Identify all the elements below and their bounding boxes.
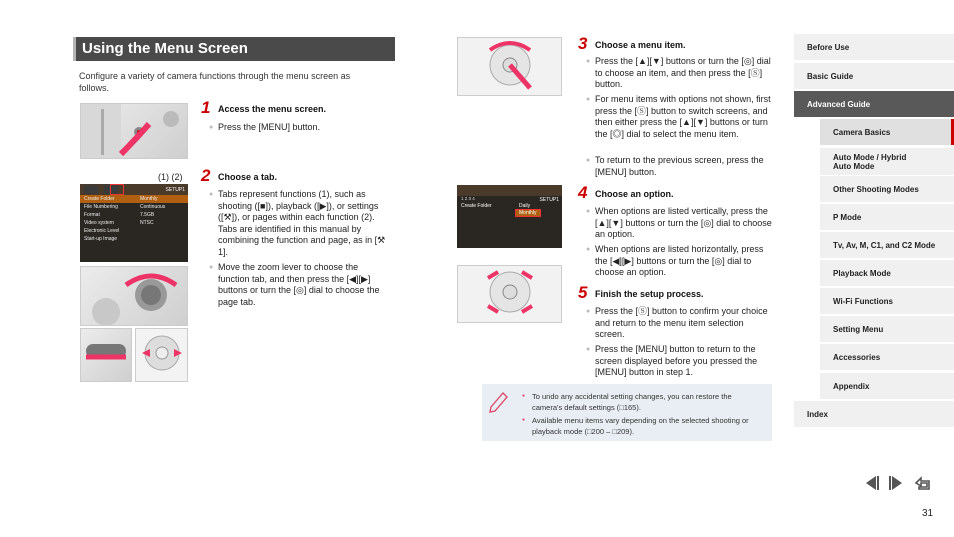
- sidebar-item-before-use[interactable]: Before Use: [794, 34, 954, 60]
- tip-box: [482, 384, 772, 441]
- zoom-lever-image: [80, 266, 188, 326]
- menu-row: Start-up Image: [84, 236, 118, 242]
- step-3-bullet-1: ● Press the [▲][▼] buttons or turn the [◎] dial to choose an item, and then press the [Ⓢ] button.: [586, 56, 772, 91]
- step-2-number: 2: [201, 166, 211, 185]
- dial-arrow-illustration: [81, 329, 132, 382]
- sidebar-item-accessories[interactable]: Accessories: [820, 344, 954, 370]
- menu-row: Video system NTSC: [84, 220, 154, 226]
- step-5-title: Finish the setup process.: [595, 289, 704, 299]
- step-2-bullet-1: ● Tabs represent functions (1), such as shooting ([■]), playback ([▶]), or settings ([⚒]), or pages within each function (2). Tabs are identified in this manual by combining the function and page, as in [⚒ 1].: [209, 189, 387, 258]
- tab-numbers: 1 2 3 4: [461, 196, 475, 201]
- menu-tab-bar: [457, 185, 562, 196]
- camera-menu-button-image: [80, 103, 188, 159]
- step-4-bullet-1: ● When options are listed vertically, press the [▲][▼] buttons or turn the [◎] dial to choose an option.: [586, 206, 772, 241]
- sidebar-item-basic-guide[interactable]: Basic Guide: [794, 63, 954, 89]
- menu-row: Format 7.5GB: [84, 212, 155, 218]
- tab-callout: (1) (2): [158, 172, 183, 182]
- sidebar-item-appendix[interactable]: Appendix: [820, 373, 954, 399]
- step-5-number: 5: [578, 283, 588, 302]
- page-navigation: [860, 473, 934, 493]
- pencil-icon: [487, 389, 511, 413]
- step-1-title: Access the menu screen.: [218, 104, 327, 114]
- arrow-left-icon: [862, 474, 880, 492]
- sidebar-item-index[interactable]: Index: [794, 401, 954, 427]
- step-4-number: 4: [578, 183, 588, 202]
- menu-row: Electronic Level: [84, 228, 120, 234]
- sidebar-item-wifi[interactable]: Wi-Fi Functions: [820, 288, 954, 314]
- sidebar-item-camera-basics[interactable]: Camera Basics: [820, 119, 954, 145]
- page-number: 31: [922, 508, 934, 519]
- step-5-bullet-2: ● Press the [MENU] button to return to the screen displayed before you pressed the [MENU] button in step 1.: [586, 344, 772, 379]
- intro-text: Configure a variety of camera functions through the menu screen as follows.: [79, 71, 351, 93]
- arrow-right-icon: [888, 474, 906, 492]
- sidebar-item-other-shooting[interactable]: Other Shooting Modes: [820, 176, 954, 202]
- menu-tab-bar: [80, 184, 188, 195]
- tip-item-1: ● To undo any accidental setting changes, you can restore the camera's default settings (□165).: [522, 391, 762, 413]
- sidebar-item-auto-mode[interactable]: Auto Mode / Hybrid Auto Mode: [820, 148, 954, 175]
- camera-back-illustration: [81, 104, 188, 159]
- sidebar-item-p-mode[interactable]: P Mode: [820, 204, 954, 230]
- setup-label: SETUP1: [539, 197, 559, 203]
- sidebar-item-setting-menu[interactable]: Setting Menu: [820, 316, 954, 342]
- step-3-title: Choose a menu item.: [595, 40, 686, 50]
- step-2-title: Choose a tab.: [218, 172, 278, 182]
- menu-screen-options: [457, 185, 562, 248]
- step-1-number: 1: [201, 98, 211, 117]
- step-3-number: 3: [578, 34, 588, 53]
- sidebar-item-advanced-guide[interactable]: Advanced Guide: [794, 91, 954, 117]
- page-title: Using the Menu Screen: [82, 40, 248, 57]
- dial-image-step4: [457, 265, 562, 323]
- step-2-bullet-2: ● Move the zoom lever to choose the function tab, and then press the [◀][▶] buttons or turn the [◎] dial to choose the page tab.: [209, 262, 389, 308]
- step-5-bullet-1: ● Press the [Ⓢ] button to confirm your choice and return to the menu item selection screen.: [586, 306, 772, 341]
- page-title-bar: [73, 37, 395, 61]
- tip-item-2: ● Available menu items vary depending on the selected shooting or playback mode (□200 – □209).: [522, 415, 767, 437]
- step-3-bullet-3: ● To return to the previous screen, press the [MENU] button.: [586, 155, 772, 178]
- menu-row: File Numbering Continuous: [84, 204, 166, 210]
- menu-row: Create Folder Monthly: [80, 195, 188, 203]
- step-4-title: Choose an option.: [595, 189, 674, 199]
- sidebar-item-tv-av[interactable]: Tv, Av, M, C1, and C2 Mode: [820, 232, 954, 258]
- zoom-lever-illustration: [81, 267, 188, 326]
- option-daily: Daily: [519, 203, 531, 209]
- previous-page-button[interactable]: [860, 473, 882, 493]
- dial-right-image: [135, 328, 188, 382]
- option-monthly: Monthly: [515, 209, 541, 217]
- dial-image-step3: [457, 37, 562, 96]
- menu-row-label: Create Folder: [461, 203, 492, 209]
- back-button[interactable]: [912, 473, 934, 493]
- menu-screen-tabs: [80, 184, 188, 262]
- next-page-button[interactable]: [886, 473, 908, 493]
- step-1-bullet-1: ● Press the [MENU] button.: [209, 122, 389, 134]
- step-3-bullet-2: ● For menu items with options not shown, first press the [Ⓢ] button to switch screens, and then either press the [▲][▼] buttons or turn the [◎] dial to select the menu item.: [586, 94, 772, 140]
- control-dial-icon: [458, 38, 562, 96]
- setup-label: SETUP1: [165, 187, 185, 193]
- control-dial-icon: [458, 266, 562, 323]
- return-icon: [913, 474, 933, 492]
- sidebar-item-playback[interactable]: Playback Mode: [820, 260, 954, 286]
- control-dial-icon: [136, 329, 188, 382]
- dial-left-image: [80, 328, 132, 382]
- step-4-bullet-2: ● When options are listed horizontally, press the [◀][▶] buttons or turn the [◎] dial to choose an option.: [586, 244, 772, 279]
